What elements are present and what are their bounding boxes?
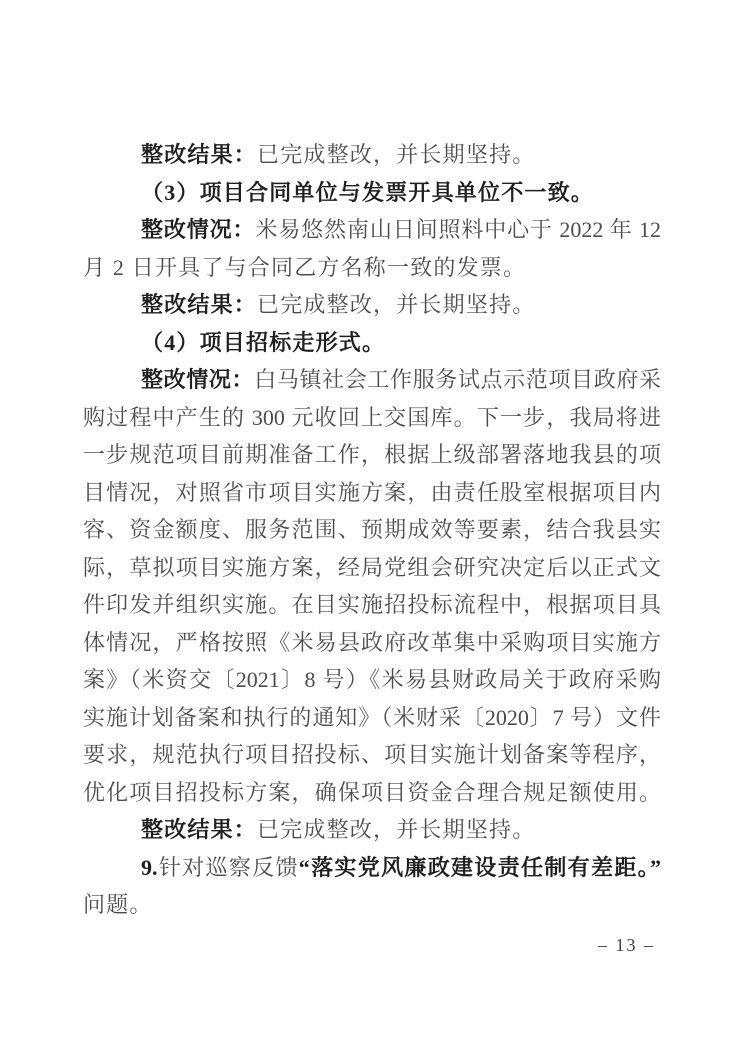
text-line — [83, 399, 661, 437]
text-line — [83, 811, 661, 849]
text-line — [83, 774, 661, 812]
page-number: – 13 – — [598, 935, 655, 955]
text-segment: 优化项目招投标方案，确保项目资金合理合规足额使用。 — [83, 779, 661, 805]
text-line — [83, 549, 661, 587]
text-line — [83, 474, 661, 512]
bold-text-segment: 整改情况： — [141, 367, 255, 392]
text-line — [83, 849, 661, 887]
bold-text-segment: 整改结果： — [141, 817, 258, 842]
text-line — [83, 324, 661, 362]
text-segment: 一步规范项目前期准备工作，根据上级部署落地我县的项 — [83, 442, 661, 467]
text-line — [83, 886, 661, 924]
bold-text-segment: （3）项目合同单位与发票开具单位不一致。 — [141, 179, 595, 205]
bold-text-segment: 整改结果： — [141, 142, 258, 167]
text-line — [83, 736, 661, 774]
bold-text-segment: （4）项目招标走形式。 — [141, 329, 386, 355]
document-body — [83, 136, 661, 924]
text-segment: 米易悠然南山日间照料中心于 2022 年 12 — [255, 217, 661, 242]
bold-text-segment: 整改结果： — [141, 292, 258, 317]
text-line — [83, 661, 661, 699]
text-segment: 购过程中产生的 300 元收回上交国库。下一步，我局将进 — [83, 404, 661, 430]
text-segment: 体情况，严格按照《米易县政府改革集中采购项目实施方 — [83, 629, 661, 655]
text-line — [83, 586, 661, 624]
text-line — [83, 249, 661, 287]
text-line — [83, 286, 661, 324]
text-line — [83, 624, 661, 662]
text-line — [83, 211, 661, 249]
text-segment: 问题。 — [83, 892, 153, 917]
text-segment: 要求，规范执行项目招投标、项目实施计划备案等程序， — [83, 742, 661, 767]
bold-text-segment: “落实党风廉政建设责任制有差距。” — [298, 854, 661, 880]
text-line — [83, 511, 661, 549]
text-segment: 已完成整改，并长期坚持。 — [257, 292, 536, 317]
text-segment: 实施计划备案和执行的通知》（米财采〔2020〕7 号）文件 — [83, 704, 661, 730]
text-segment: 目情况，对照省市项目实施方案，由责任股室根据项目内 — [83, 479, 661, 505]
bold-text-segment: 整改情况： — [141, 217, 256, 242]
text-segment: 件印发并组织实施。在目实施招投标流程中，根据项目具 — [83, 592, 661, 617]
text-segment: 际，草拟项目实施方案，经局党组会研究决定后以正式文 — [83, 554, 661, 580]
text-line — [83, 136, 661, 174]
text-segment: 白马镇社会工作服务试点示范项目政府采 — [254, 367, 661, 392]
bold-text-segment: 9. — [141, 854, 158, 880]
text-line — [83, 436, 661, 474]
text-line — [83, 699, 661, 737]
text-segment: 容、资金额度、服务范围、预期成效等要素，结合我县实 — [83, 517, 661, 542]
text-line — [83, 361, 661, 399]
text-segment: 已完成整改，并长期坚持。 — [257, 142, 536, 167]
text-segment: 针对巡察反馈 — [157, 854, 299, 880]
text-segment: 已完成整改，并长期坚持。 — [257, 817, 536, 842]
text-line — [83, 174, 661, 212]
text-segment: 案》（米资交〔2021〕8 号）《米易县财政局关于政府采购 — [83, 667, 661, 692]
text-segment: 月 2 日开具了与合同乙方名称一致的发票。 — [83, 254, 527, 280]
